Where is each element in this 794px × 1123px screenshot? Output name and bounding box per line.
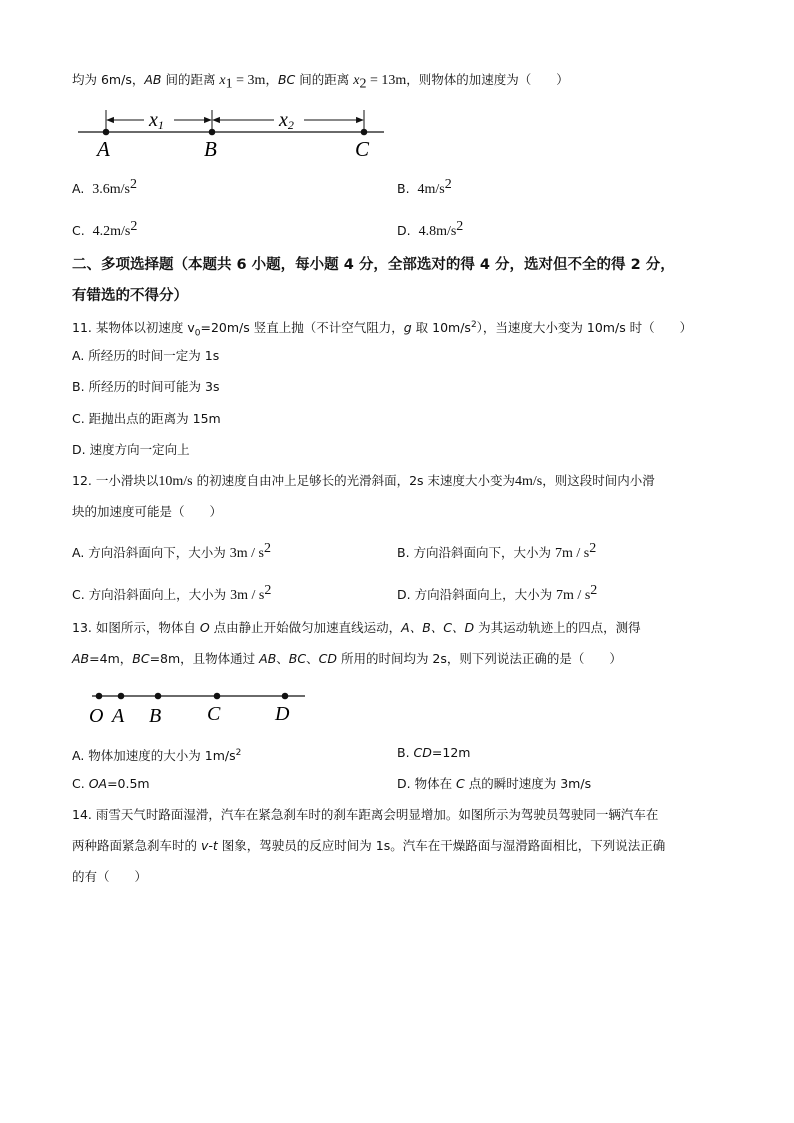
q13-option-a-text: A. 物体加速度的大小为 1m/s bbox=[72, 748, 236, 764]
point-a-label: A bbox=[112, 705, 125, 727]
q10-option-d-sup: 2 bbox=[456, 219, 464, 234]
q10-mid2: 间的距离 bbox=[295, 72, 354, 87]
q10-option-d-letter: D. bbox=[397, 223, 411, 239]
q10-fig-dim1: x1 bbox=[149, 109, 164, 132]
q10-x1-var: x bbox=[219, 73, 226, 88]
q12-option-d bbox=[397, 582, 597, 605]
q10-x1-sub: 1 bbox=[225, 76, 233, 92]
q14-part-b: 图象，驾驶员的反应时间为 1s。汽车在干燥路面与湿滑路面相比，下列说法正确 bbox=[217, 838, 666, 853]
q12-option-b-value: 7m / s bbox=[555, 546, 590, 562]
q12-option-a-value: 3m / s bbox=[229, 546, 264, 562]
q10-option-c-letter: C. bbox=[72, 223, 85, 239]
point-a-dot bbox=[103, 129, 110, 136]
q13-option-a-sup: 2 bbox=[235, 748, 242, 758]
q13-option-d bbox=[397, 775, 591, 793]
q11-stem-part2: =20m/s 竖直上抛（不计空气阻力， bbox=[200, 320, 404, 336]
q10-x2-var: x bbox=[353, 73, 360, 88]
q12-part-e: ，则这段时间内小滑 bbox=[542, 473, 655, 488]
q12-part-a: 12. 一小滑块以 bbox=[72, 473, 159, 488]
q13-option-b-var: CD bbox=[413, 745, 432, 760]
q10-option-b-value: 4m/s bbox=[417, 182, 445, 198]
point-o-label: O bbox=[89, 705, 104, 727]
point-d-label: D bbox=[275, 703, 290, 725]
point-c-label: C bbox=[355, 137, 370, 161]
q13-sep1: 、 bbox=[276, 651, 289, 666]
q10-figure bbox=[76, 104, 386, 164]
q11-option-b: B. 所经历的时间可能为 3s bbox=[72, 379, 220, 394]
q13-option-c-var: OA bbox=[88, 776, 108, 791]
point-b-label: B bbox=[149, 705, 162, 727]
q12-option-c-sup: 2 bbox=[264, 583, 272, 598]
point-c-dot bbox=[214, 693, 221, 700]
q12-option-d-sup: 2 bbox=[590, 583, 598, 598]
point-c-label: C bbox=[207, 703, 221, 725]
q12-final-velocity: 4m/s bbox=[515, 474, 543, 489]
section-2-heading: 二、多项选择题（本题共 6 小题，每小题 4 分，全部选对的得 4 分，选对但不全的得 2 分， bbox=[72, 257, 675, 273]
q13-part-c: 为其运动轨迹上的四点，测得 bbox=[474, 620, 641, 635]
q13-option-b-pre: B. bbox=[397, 745, 414, 760]
q11-option-c: C. 距抛出点的距离为 15m bbox=[72, 411, 221, 426]
q10-option-c-sup: 2 bbox=[130, 219, 138, 234]
q11-g: g bbox=[403, 320, 412, 336]
q13-o: O bbox=[199, 620, 210, 635]
q11-sup: 2 bbox=[470, 320, 477, 330]
q10-option-c bbox=[72, 218, 137, 241]
q13-part-2a: =4m， bbox=[89, 651, 133, 666]
q13-option-d-var: C bbox=[456, 776, 465, 791]
q14-vt: v-t bbox=[200, 838, 218, 853]
q10-bc-label: BC bbox=[277, 72, 296, 87]
q13-option-c bbox=[72, 775, 150, 793]
section-2-heading-cont: 有错选的不得分） bbox=[72, 288, 188, 304]
q12-initial-velocity: 10m/s bbox=[158, 474, 193, 489]
q12-part-c: 的初速度自由冲上足够长的光滑斜面，2s 末速度大小变为 bbox=[192, 473, 516, 488]
q12-option-c-text: C. 方向沿斜面向上，大小为 bbox=[72, 587, 231, 603]
point-d-dot bbox=[282, 693, 289, 700]
q10-comma: ， bbox=[265, 72, 278, 87]
q13-option-b bbox=[397, 744, 470, 762]
q11-stem-part3: 取 10m/s bbox=[411, 320, 471, 336]
q10-option-d bbox=[397, 218, 463, 241]
q12-option-b bbox=[397, 540, 596, 563]
point-a-label: A bbox=[97, 137, 110, 161]
q13-ab: AB bbox=[72, 651, 90, 666]
q14-stem-end: 的有（ ） bbox=[72, 869, 148, 884]
q13-option-d-pre: D. 物体在 bbox=[397, 776, 457, 791]
q12-option-d-value: 7m / s bbox=[556, 588, 591, 604]
q13-bc2: BC bbox=[288, 651, 307, 666]
q10-ab-label: AB bbox=[144, 72, 162, 87]
q10-stem-text: 均为 6m/s， bbox=[72, 72, 145, 87]
q13-part-2c: 所用的时间均为 2s，则下列说法正确的是（ ） bbox=[336, 651, 622, 666]
q13-option-b-post: =12m bbox=[431, 745, 471, 760]
q12-stem bbox=[72, 472, 655, 491]
point-a-dot bbox=[118, 693, 125, 700]
q12-option-b-sup: 2 bbox=[589, 541, 597, 556]
q10-option-a-sup: 2 bbox=[130, 177, 137, 192]
q11-stem-part4: ），当速度大小变为 10m/s 时（ ） bbox=[476, 320, 693, 336]
point-o-dot bbox=[96, 693, 103, 700]
q13-part-2b: =8m，且物体通过 bbox=[149, 651, 260, 666]
q12-option-d-text: D. 方向沿斜面向上，大小为 bbox=[397, 587, 557, 603]
q12-option-a-text: A. 方向沿斜面向下，大小为 bbox=[72, 545, 230, 561]
q13-stem-cont bbox=[72, 650, 622, 668]
point-c-dot bbox=[361, 129, 368, 136]
point-b-dot bbox=[155, 693, 162, 700]
q14-stem: 14. 雨雪天气时路面湿滑，汽车在紧急刹车时的刹车距离会明显增加。如图所示为驾驶员驾驶同一辆汽车在 bbox=[72, 807, 659, 822]
q11-stem-part1: 11. 某物体以初速度 v bbox=[72, 320, 195, 336]
q12-option-a-sup: 2 bbox=[264, 541, 271, 556]
q10-stem-end: ，则物体的加速度为（ ） bbox=[406, 72, 569, 87]
q11-stem bbox=[72, 316, 692, 343]
q13-stem bbox=[72, 619, 641, 637]
q10-option-a bbox=[72, 176, 137, 199]
q10-x1-value: = 3m bbox=[232, 73, 266, 88]
q13-figure bbox=[84, 684, 310, 728]
q10-x2-sub: 2 bbox=[359, 76, 367, 92]
q13-ab2: AB bbox=[259, 651, 277, 666]
q11-option-a: A. 所经历的时间一定为 1s bbox=[72, 348, 220, 363]
q10-option-a-value: 3.6m/s bbox=[92, 182, 130, 198]
q13-option-c-pre: C. bbox=[72, 776, 89, 791]
q10-option-b bbox=[397, 176, 452, 199]
q10-x2-value: = 13m bbox=[366, 73, 407, 88]
q13-points: A、B、C、D bbox=[401, 620, 475, 635]
q13-bc: BC bbox=[132, 651, 150, 666]
q13-part-a: 13. 如图所示，物体自 bbox=[72, 620, 200, 635]
q11-v0-sub: 0 bbox=[194, 328, 201, 339]
q10-mid1: 间的距离 bbox=[161, 72, 220, 87]
q10-fig-dim2: x2 bbox=[279, 109, 294, 132]
q10-option-c-value: 4.2m/s bbox=[92, 224, 131, 240]
q12-option-b-text: B. 方向沿斜面向下，大小为 bbox=[397, 545, 555, 561]
q13-option-c-post: =0.5m bbox=[107, 776, 150, 791]
q13-cd: CD bbox=[318, 651, 337, 666]
q13-option-d-post: 点的瞬时速度为 3m/s bbox=[464, 776, 592, 791]
q10-option-d-value: 4.8m/s bbox=[418, 224, 457, 240]
q14-part-a: 两种路面紧急刹车时的 bbox=[72, 838, 201, 853]
q14-stem-cont bbox=[72, 837, 665, 855]
q12-option-a bbox=[72, 540, 271, 563]
point-b-label: B bbox=[204, 137, 217, 161]
q13-sep2: 、 bbox=[306, 651, 319, 666]
point-b-dot bbox=[209, 129, 216, 136]
q12-option-c bbox=[72, 582, 271, 605]
q13-part-b: 点由静止开始做匀加速直线运动， bbox=[209, 620, 402, 635]
q10-option-a-letter: A. bbox=[72, 181, 85, 197]
q10-option-b-letter: B. bbox=[397, 181, 410, 197]
q10-option-b-sup: 2 bbox=[444, 177, 452, 192]
q12-stem-cont: 块的加速度可能是（ ） bbox=[72, 504, 223, 519]
q10-stem bbox=[72, 71, 569, 94]
q11-option-d: D. 速度方向一定向上 bbox=[72, 442, 190, 457]
q13-option-a bbox=[72, 744, 241, 765]
q12-option-c-value: 3m / s bbox=[230, 588, 265, 604]
